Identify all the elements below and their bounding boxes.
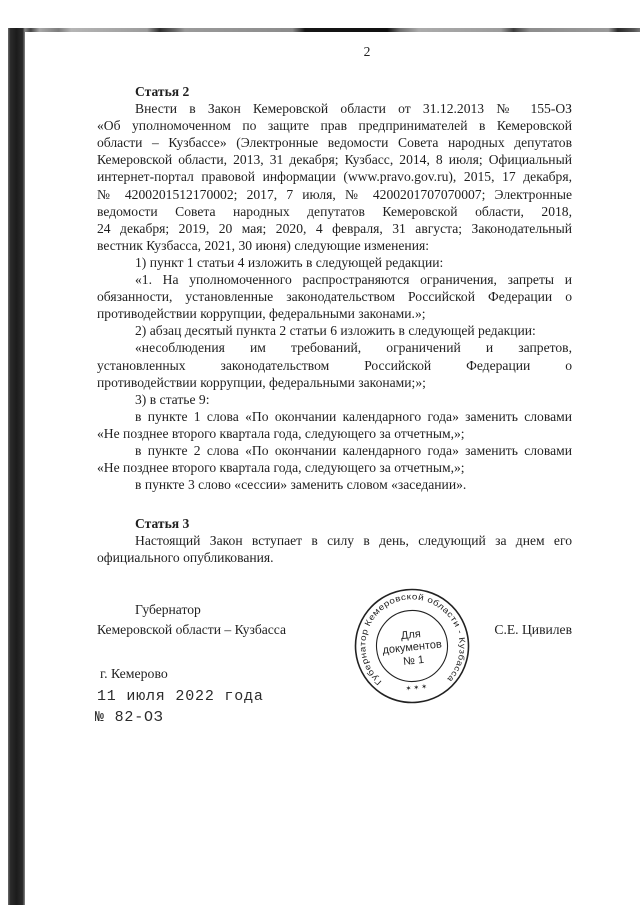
document-text: [97, 83, 572, 567]
footer-city: г. Кемерово: [100, 666, 168, 681]
text-line: «1. На уполномоченного распространяются ограничения, запреты и: [135, 272, 572, 288]
signature-title-line1: Губернатор: [135, 602, 201, 617]
signature-row: [97, 620, 572, 643]
footer-document-number: № 82-ОЗ: [95, 709, 164, 726]
text-line: Кемеровской области, 2013, 31 декабря; Кузбасс, 2014, 8 июля; Официальный: [97, 152, 572, 168]
text-line: «несоблюдения им требований, ограничений и запретов,: [135, 340, 572, 356]
signature-name: С.Е. Цивилев: [494, 621, 572, 637]
text-line: ведомости Совета народных депутатов Кемеровской области, 2018,: [97, 203, 572, 219]
text-line: интернет-портал правовой информации (www.pravo.gov.ru), 2015, 17 декабря,: [97, 169, 572, 185]
stamp-center-line3: № 1: [402, 653, 425, 668]
text-line: 3) в статье 9:: [135, 391, 210, 407]
text-line: «Не позднее второго квартала года, следующего за отчетным,»;: [97, 425, 465, 441]
page-number: [0, 44, 640, 60]
text-line: вестник Кузбасса, 2021, 30 июня) следующие изменения:: [97, 237, 430, 253]
stamp-center-line2: документов: [381, 638, 443, 657]
signature-block: [97, 600, 572, 639]
page-number-value: 2: [363, 44, 371, 59]
text-line: Внести в Закон Кемеровской области от 31.12.2013 № 155-ОЗ: [135, 101, 572, 117]
text-line: установленных законодательством Российской Федерации о: [97, 357, 572, 373]
text-line: «Не позднее второго квартала года, следующего за отчетным,»;: [97, 460, 465, 476]
text-line: в пункте 3 слово «сессии» заменить словом «заседании».: [135, 477, 467, 493]
official-stamp: [344, 578, 480, 714]
text-line: в пункте 1 слова «По окончании календарного года» заменить словами: [135, 408, 572, 424]
text-line: 2) абзац десятый пункта 2 статьи 6 изложить в следующей редакции:: [135, 323, 536, 339]
article-heading: Статья 3: [135, 516, 190, 532]
text-line: в пункте 2 слова «По окончании календарного года» заменить словами: [135, 442, 572, 458]
footer-date: 11 июля 2022 года: [97, 688, 264, 705]
stamp-ring-text: Губернатор Кемеровской области - Кузбасса: [357, 591, 468, 688]
text-line: № 4200201512170002; 2017, 7 июля, № 4200201707070007; Электронные: [97, 186, 572, 202]
scan-artifact-left-bar: [8, 28, 25, 905]
text-line: обязанности, установленные законодательством Российской Федерации о: [97, 289, 572, 305]
stamp-center-line1: Для: [400, 628, 422, 643]
text-line: 24 декабря; 2019, 20 мая; 2020, 4 февраля, 31 августа; Законодательный: [97, 220, 572, 236]
stamp-graphic: [344, 578, 480, 714]
text-line: противодействии коррупции, федеральными законами.»;: [97, 306, 426, 322]
text-line: области – Кузбассе» (Электронные ведомости Совета народных депутатов: [97, 135, 572, 151]
text-line: противодействии коррупции, федеральными законами;»;: [97, 374, 426, 390]
stamp-stars: ✶ ✶ ✶: [405, 683, 428, 693]
scan-artifact-top-strip: [8, 28, 640, 32]
text-line: 1) пункт 1 статьи 4 изложить в следующей редакции:: [135, 254, 444, 270]
text-line: «Об уполномоченном по защите прав предпринимателей в Кемеровской: [97, 118, 572, 134]
text-line: Настоящий Закон вступает в силу в день, следующий за днем его: [135, 533, 572, 549]
signature-title-line2: Кемеровской области – Кузбасса: [97, 621, 287, 637]
text-line: официального опубликования.: [97, 550, 274, 566]
article-heading: Статья 2: [135, 84, 190, 99]
